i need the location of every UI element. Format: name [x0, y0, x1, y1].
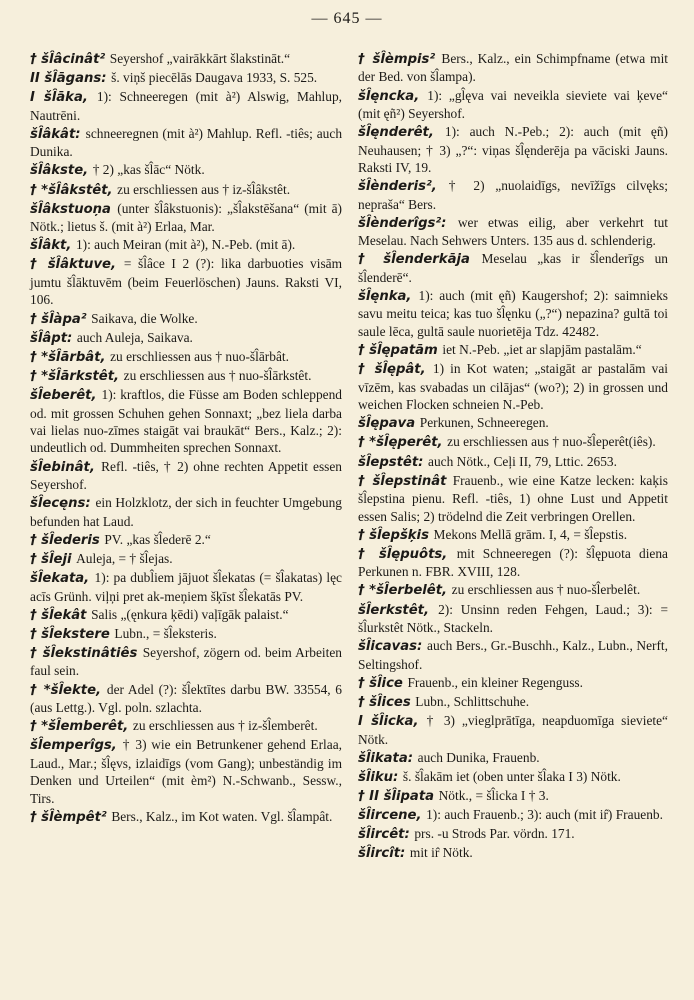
dictionary-entry — [30, 458, 342, 494]
dictionary-entry — [358, 768, 668, 786]
entry-headword: † šl̂ices — [358, 694, 411, 710]
entry-definition: 1): pa dubl̂iem jājuot šl̂ekatas (= šl̂akatas) lęc acīs Grünh. viļņi pret ak-meņiem šķīst šl̂ekatās PV. — [30, 570, 342, 604]
entry-headword: šl̂ecęns: — [30, 496, 91, 512]
entry-headword: šl̂ępava — [358, 416, 416, 432]
dictionary-entry — [358, 844, 668, 862]
dictionary-entry — [30, 550, 342, 568]
entry-headword: † *šl̂ārbât, — [30, 349, 106, 365]
dictionary-entry — [30, 329, 342, 347]
dictionary-entry — [30, 386, 342, 457]
entry-definition: prs. -u Strods Par. vördn. 171. — [414, 826, 575, 842]
entry-definition: † 3) wie ein Betrunkener gehend Erlaa, Laud., Mar.; šl̂ęvs, izlaidīgs (vom Gang); unbeständig im Denken und Urteilen“ (mit èm²) N.-Schwanb., Sessw., Tirs. — [30, 737, 343, 806]
entry-headword: † šl̂ekstere — [30, 626, 110, 642]
dictionary-entry — [358, 825, 668, 843]
entry-headword: šl̂erkstêt, — [358, 602, 429, 618]
dictionary-entry — [30, 531, 342, 549]
entry-headword: † šl̂ępatām — [358, 343, 438, 359]
entry-definition: Frauenb., wie eine Katze lecken: kaķis šl̂epstina pienu. Refl. -tiês, 1) ohne Lust und Appetit essen Salis; 2) trödelnd die Zeit verbringen Orellen. — [358, 472, 668, 524]
entry-definition: 1): Schneeregen (mit à²) Alswig, Mahlup, Nautrēni. — [30, 89, 342, 123]
dictionary-entry — [358, 360, 668, 413]
dictionary-entry — [358, 749, 668, 767]
entry-definition: Salis „(ęnkura ķēdi) vaļīgāk palaist.“ — [91, 606, 289, 622]
entry-headword: † šl̂àpa² — [30, 311, 87, 327]
dictionary-entry — [30, 494, 342, 530]
dictionary-entry — [30, 255, 342, 308]
entry-definition: der Adel (?): šl̂ektītes darbu BW. 33554, 6 (aus Lettg.). Vgl. poln. szlachta. — [30, 681, 342, 715]
entry-definition: = šl̂âce I 2 (?): lika darbuoties visām jumtu šl̂āktuvēm (beim Feuerlöschen) Jauns. Raksti VI, 106. — [30, 256, 343, 308]
entry-definition: Nötk., = šl̂icka I † 3. — [438, 787, 549, 803]
entry-headword: † *šl̂erbelêt, — [358, 583, 448, 599]
entry-definition: Saikava, die Wolke. — [91, 310, 198, 326]
entry-definition: ein Holzklotz, der sich in feuchter Umgebung befunden hat Laud. — [30, 495, 342, 529]
dictionary-entry — [358, 637, 668, 673]
entry-headword: † *šl̂âkstêt, — [30, 182, 113, 198]
entry-headword: † *šl̂ekte, — [30, 682, 102, 698]
entry-headword: šl̂ebinât, — [30, 459, 95, 475]
entry-definition: † 2) „kas šl̂āc“ Nötk. — [92, 162, 205, 178]
entry-headword: šl̂âkt, — [30, 238, 72, 254]
entry-headword: † šl̂ice — [358, 675, 403, 691]
entry-headword: † šl̂ekât — [30, 607, 87, 623]
entry-definition: auch Dunika, Frauenb. — [417, 749, 540, 765]
entry-headword: † šl̂âcinât² — [30, 52, 106, 67]
entry-headword: † *šl̂ęperêt, — [358, 435, 443, 451]
entry-definition: zu erschliessen aus † nuo-šl̂ārkstêt. — [123, 367, 312, 383]
dictionary-entry — [358, 806, 668, 824]
dictionary-entry — [30, 125, 342, 161]
entry-headword: šl̂âkât: — [30, 126, 81, 142]
dictionary-entry — [30, 200, 342, 236]
entry-headword: † šl̂eji — [30, 551, 72, 567]
entry-headword: šl̂ekata, — [30, 571, 90, 587]
entry-definition: 2): Unsinn reden Fehgen, Laud.; 3): = šl̂urkstêt Nötk., Stackeln. — [358, 601, 668, 636]
dictionary-entry — [30, 569, 342, 605]
entry-definition: Meselau „kas ir šl̂enderīgs un šl̂enderē“. — [358, 251, 668, 285]
entry-definition: 1): auch (mit ęñ) Kaugershof; 2): saimnieks savu meitu teica; kas tuo šl̂ęnku („?“) nepazina? gultā toi saule lēca, gultā saule nuorietēja Tdz. 42482. — [358, 288, 668, 339]
right-column — [358, 50, 668, 864]
entry-headword: šl̂ircene, — [358, 808, 422, 824]
dictionary-entry — [358, 250, 668, 286]
dictionary-entry — [30, 625, 342, 643]
entry-definition: 1) in Kot waten; „staigāt ar pastalām vai vīzēm, kas svabadas un cilājas“ (wo?); 2) in grossen und weichen Flocken schneien N.-Peb. — [358, 361, 668, 413]
dictionary-entry — [358, 601, 668, 637]
entry-headword: šl̂epstêt: — [358, 454, 424, 470]
entry-definition: Refl. -tiês, † 2) ohne rechten Appetit essen Seyershof. — [30, 458, 343, 493]
entry-definition: Auleja, = † šl̂ejas. — [76, 550, 173, 566]
dictionary-entry — [358, 472, 668, 525]
entry-headword: šl̂âkstuoņa — [30, 201, 111, 217]
entry-headword: šl̂âpt: — [30, 330, 73, 346]
entry-headword: šl̂emperîgs, — [30, 738, 117, 754]
entry-definition: Perkunen, Schneeregen. — [419, 415, 549, 431]
entry-definition: zu erschliessen aus † nuo-šl̂ārbât. — [110, 348, 289, 364]
dictionary-entry — [358, 414, 668, 432]
dictionary-entry — [358, 712, 668, 748]
entry-headword: II šl̂āgans: — [30, 71, 107, 87]
entry-definition: PV. „kas šl̂ederē 2.“ — [104, 531, 211, 547]
entry-headword: † šl̂ępât, — [358, 362, 426, 378]
entry-definition: Seyershof, zögern od. beim Arbeiten faul sein. — [30, 644, 343, 679]
entry-headword: † *šl̂emberêt, — [30, 719, 129, 735]
entry-definition: † 2) „nuolaidīgs, nevīžīgs cilvęks; nepraša“ Bers. — [358, 178, 668, 212]
entry-definition: 1): „gl̂ęva vai neveikla sieviete vai ķeve“ (mit ęñ²) Seyershof. — [358, 87, 668, 122]
entry-definition: auch Bers., Gr.-Buschh., Kalz., Lubn., Nerft, Seltingshof. — [358, 638, 668, 672]
entry-definition: (unter šl̂âkstuonis): „šl̂akstēšana“ (mit ā) Nötk.; lietus š. (mit à²) Erlaa, Mar. — [30, 200, 343, 235]
dictionary-entry — [358, 545, 668, 581]
entry-definition: mit ir̂ Nötk. — [409, 845, 473, 861]
entry-headword: šl̂ikata: — [358, 750, 414, 766]
entry-headword: † šl̂èmpêt² — [30, 809, 107, 825]
entry-headword: † šl̂ederis — [30, 532, 100, 548]
dictionary-entry — [30, 606, 342, 624]
entry-definition: zu erschliessen aus † iz-šl̂emberêt. — [132, 718, 318, 734]
entry-headword: šl̂ęnka, — [358, 289, 412, 305]
entry-headword: šl̂ircêt: — [358, 827, 410, 843]
dictionary-entry — [358, 50, 668, 86]
dictionary-entry — [30, 367, 342, 385]
entry-definition: Bers., Kalz., im Kot waten. Vgl. šl̂ampât. — [111, 808, 333, 824]
dictionary-entry — [30, 736, 342, 807]
entry-definition: zu erschliessen aus † nuo-šl̂eperêt(iês). — [447, 434, 656, 450]
entry-headword: šl̂ircît: — [358, 846, 406, 862]
dictionary-entry — [30, 644, 342, 680]
entry-definition: mit Schneeregen (?): šl̂ępuota diena Perkunen n. FBR. XVIII, 128. — [358, 545, 668, 580]
dictionary-entry — [358, 787, 668, 805]
dictionary-entry — [358, 526, 668, 544]
entry-headword: † šl̂epstinât — [358, 473, 447, 489]
dictionary-entry — [30, 310, 342, 328]
entry-definition: 1): kraftlos, die Füsse am Boden schleppend od. mit grossen Schuhen gehen Sonnaxt; „bez liela darba vai lielas nuo-zīmes staigāt vai braukāt“ Bers., Kalz.; 2): undeutlich od. Dummheiten sprechen Sonnaxt. — [30, 387, 342, 456]
dictionary-entry — [358, 87, 668, 123]
entry-definition: schneeregnen (mit à²) Mahlup. Refl. -tiês; auch Dunika. — [30, 125, 343, 160]
dictionary-entry — [30, 717, 342, 735]
entry-headword: † šl̂enderkāja — [358, 252, 470, 268]
entry-definition: 1): auch Frauenb.; 3): auch (mit ir̂) Frauenb. — [426, 807, 663, 823]
dictionary-entry — [30, 161, 342, 179]
entry-headword: šl̂eberêt, — [30, 388, 97, 404]
entry-headword: šl̂icavas: — [358, 639, 423, 655]
entry-definition: Mekons Mellā grām. I, 4, = šl̂epstis. — [433, 526, 628, 542]
entry-headword: † šl̂ekstinâtiês — [30, 645, 138, 661]
entry-definition: Seyershof „vairākkārt šlakstināt.“ — [109, 51, 291, 66]
entry-headword: šl̂ènderîgs²: — [358, 215, 447, 231]
entry-definition: 1): auch Meiran (mit à²), N.-Peb. (mit ā). — [75, 237, 296, 253]
dictionary-entry — [30, 681, 342, 717]
dictionary-entry — [30, 88, 342, 124]
dictionary-entry — [358, 693, 668, 711]
entry-headword: šl̂ènderis², — [358, 179, 437, 195]
entry-headword: I šl̂icka, — [358, 714, 419, 730]
entry-definition: Bers., Kalz., ein Schimpfname (etwa mit der Bed. von šl̂ampa). — [358, 51, 669, 85]
entry-headword: † *šl̂ārkstêt, — [30, 368, 120, 384]
entry-headword: † II šl̂ipata — [358, 788, 435, 804]
entry-definition: š. šl̂akām iet (oben unter šl̂aka I 3) Nötk. — [402, 768, 621, 784]
entry-headword: šl̂âkste, — [30, 163, 89, 179]
dictionary-entry — [358, 341, 668, 359]
dictionary-entry — [358, 123, 668, 176]
entry-definition: Lubn., = šl̂eksteris. — [114, 625, 217, 641]
dictionary-entry — [358, 453, 668, 471]
dictionary-entry — [30, 50, 342, 68]
dictionary-entry — [30, 236, 342, 254]
entry-definition: zu erschliessen aus † iz-šl̂âkstêt. — [117, 181, 291, 197]
dictionary-entry — [358, 214, 668, 250]
entry-headword: šl̂ęnderêt, — [358, 125, 434, 141]
dictionary-entry — [358, 177, 668, 213]
dictionary-entry — [30, 348, 342, 366]
entry-definition: † 3) „vieglprātīga, neapduomīga sieviete“ Nötk. — [358, 713, 668, 747]
left-column — [30, 50, 342, 827]
entry-definition: wer etwas eilig, aber verkehrt tut Meselau. Nach Sehwers Unters. 135 aus d. schlenderig. — [358, 214, 668, 249]
entry-headword: † šl̂ępuôts, — [358, 546, 448, 562]
dictionary-entry — [358, 581, 668, 599]
entry-definition: š. viņš piecēlās Daugava 1933, S. 525. — [111, 70, 318, 86]
entry-definition: Lubn., Schlittschuhe. — [415, 693, 530, 709]
entry-headword: I šl̂āka, — [30, 90, 88, 106]
entry-headword: † šl̂èmpis² — [358, 52, 436, 67]
entry-definition: auch Nötk., Ceļi II, 79, Lttic. 2653. — [428, 453, 617, 469]
entry-headword: šl̂iku: — [358, 769, 399, 785]
dictionary-entry — [358, 433, 668, 451]
dictionary-entry — [30, 181, 342, 199]
entry-definition: iet N.-Peb. „iet ar slapjām pastalām.“ — [442, 342, 642, 358]
dictionary-entry — [358, 674, 668, 692]
entry-headword: šl̂ęncka, — [358, 88, 420, 104]
dictionary-entry — [358, 287, 668, 340]
entry-definition: auch Auleja, Saikava. — [76, 329, 193, 345]
page-number: — 645 — — [311, 10, 383, 27]
entry-definition: Frauenb., ein kleiner Regenguss. — [407, 674, 583, 690]
entry-headword: † šl̂epšķis — [358, 527, 429, 543]
entry-definition: 1): auch N.-Peb.; 2): auch (mit ęñ) Neuhausen; † 3) „?“: viņas šl̂ęnderēja pa vāciski Jauns. Raksti IV, 19. — [358, 124, 669, 176]
dictionary-entry — [30, 69, 342, 87]
dictionary-entry — [30, 808, 342, 826]
entry-headword: † šl̂âktuve, — [30, 257, 116, 273]
entry-definition: zu erschliessen aus † nuo-šl̂erbelêt. — [451, 582, 641, 598]
